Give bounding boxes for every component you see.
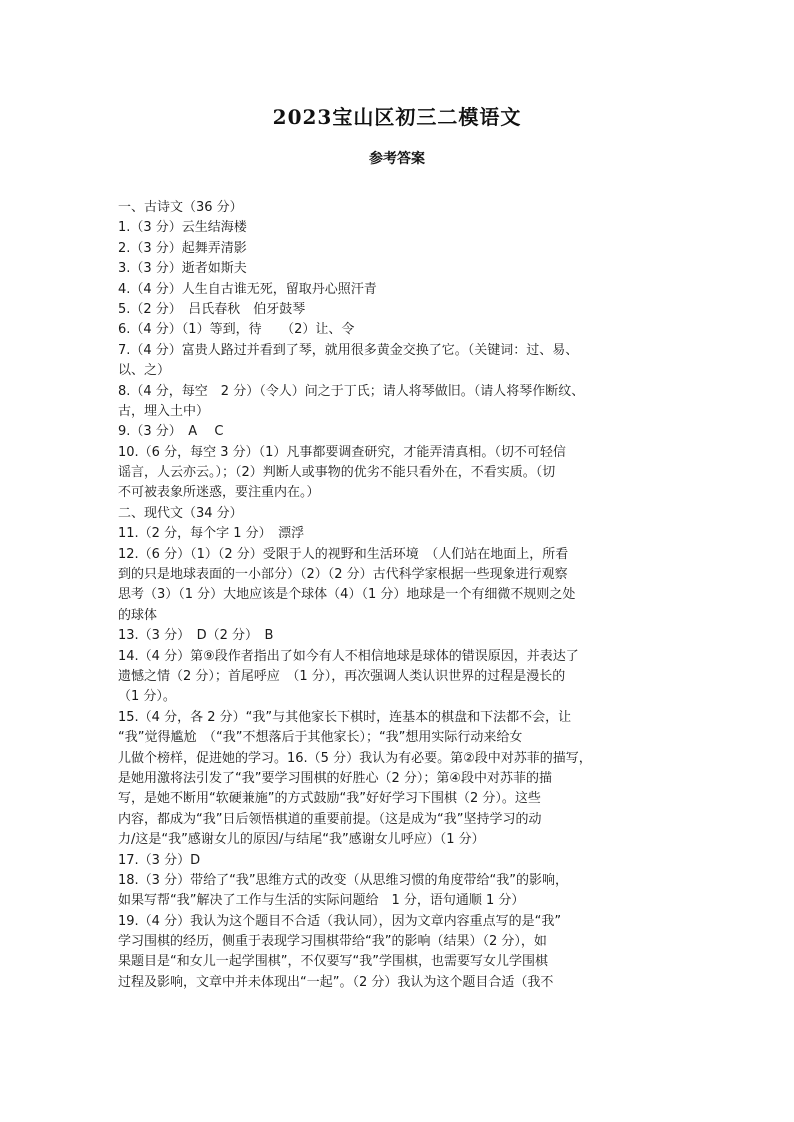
text-line: 8.（4 分，每空 2 分）（令人）问之于丁氏；请人将琴做旧。（请人将琴作断纹、 [118, 383, 585, 399]
text-line: 15.（4 分，各 2 分）“我”与其他家长下棋时，连基本的棋盘和下法都不会，让 [118, 709, 572, 725]
text-line: 不可被表象所迷惑，要注重内在。） [118, 485, 320, 501]
text-line: 以、之） [118, 363, 171, 379]
text-line: 10.（6 分，每空 3 分）（1）凡事都要调查研究，才能弄清真相。（切不可轻信 [118, 444, 566, 460]
text-line: 13.（3 分） D（2 分） B [118, 628, 274, 644]
text-line: 5.（2 分） 吕氏春秋 伯牙鼓琴 [118, 301, 306, 317]
text-line: 思考（3）（1 分）大地应该是个球体（4）（1 分）地球是一个有细微不规则之处 [118, 587, 576, 603]
text-line: 1.（3 分）云生结海楼 [118, 220, 247, 236]
text-line: 果题目是“和女儿一起学围棋”，不仅要写“我”学围棋，也需要写女儿学围棋 [118, 954, 548, 970]
text-line: 18.（3 分）带给了“我”思维方式的改变（从思维习惯的角度带给“我”的影响， [118, 872, 569, 888]
text-line: 3.（3 分）逝者如斯夫 [118, 261, 247, 277]
text-line: 4.（4 分）人生自古谁无死，留取丹心照汗青 [118, 281, 377, 297]
text-line: 过程及影响，文章中并未体现出“一起”。（2 分）我认为这个题目合适（我不 [118, 974, 554, 990]
text-line: 17.（3 分）D [118, 852, 201, 868]
text-line: 力/这是“我”感谢女儿的原因/与结尾“我”感谢女儿呼应）（1 分） [118, 832, 485, 848]
text-line: 19.（4 分）我认为这个题目不合适（我认同），因为文章内容重点写的是“我” [118, 913, 562, 929]
text-line: 儿做个榜样，促进她的学习。16.（5 分）我认为有必要。第②段中对苏菲的描写， [118, 750, 592, 766]
text-line: 古，埋入土中） [118, 403, 210, 419]
text-line: “我”觉得尴尬 （“我”不想落后于其他家长）；“我”想用实际行动来给女 [118, 730, 523, 746]
text-line: 如果写帮“我”解决了工作与生活的实际问题给 1 分，语句通顺 1 分） [118, 893, 525, 909]
text-line: 到的只是地球表面的一小部分）（2）（2 分）古代科学家根据一些现象进行观察 [118, 567, 568, 583]
text-line: 一、古诗文（36 分） [118, 200, 243, 215]
document-subtitle: 参考答案 [369, 151, 425, 167]
text-line: 谣言，人云亦云。）；（2）判断人或事物的优劣不能只看外在，不看实质。（切 [118, 465, 556, 481]
text-line: 6.（4 分）（1）等到，待 （2）让、令 [118, 322, 355, 338]
text-line: 12.（6 分）（1）（2 分）受限于人的视野和生活环境 （人们站在地面上，所看 [118, 546, 569, 562]
text-line: 11.（2 分，每个字 1 分） 漂浮 [118, 526, 305, 542]
text-line: 2.（3 分）起舞弄清影 [118, 240, 247, 256]
text-line: 14.（4 分）第⑨段作者指出了如今有人不相信地球是球体的错误原因，并表达了 [118, 648, 579, 664]
text-line: 7.（4 分）富贵人路过并看到了琴，就用很多黄金交换了它。（关键词：过、易、 [118, 342, 579, 358]
document-title: 2023宝山区初三二模语文 [272, 105, 522, 129]
text-line: （1 分）。 [118, 689, 176, 705]
text-line: 是她用激将法引发了“我”要学习围棋的好胜心（2 分）；第④段中对苏菲的描 [118, 770, 553, 786]
text-line: 内容，都成为“我”日后领悟棋道的重要前提。（这是成为“我”坚持学习的动 [118, 811, 542, 827]
answer-content [118, 198, 684, 993]
text-line: 的球体 [118, 607, 158, 623]
text-line: 遗憾之情（2 分）；首尾呼应 （1 分），再次强调人类认识世界的过程是漫长的 [118, 668, 566, 684]
text-line: 9.（3 分） A C [118, 424, 224, 440]
text-line: 学习围棋的经历，侧重于表现学习围棋带给“我”的影响（结果）（2 分），如 [118, 934, 547, 950]
text-line: 写，是她不断用“软硬兼施”的方式鼓励“我”好好学习下围棋（2 分）。这些 [118, 791, 541, 807]
text-line: 二、现代文（34 分） [118, 505, 243, 521]
